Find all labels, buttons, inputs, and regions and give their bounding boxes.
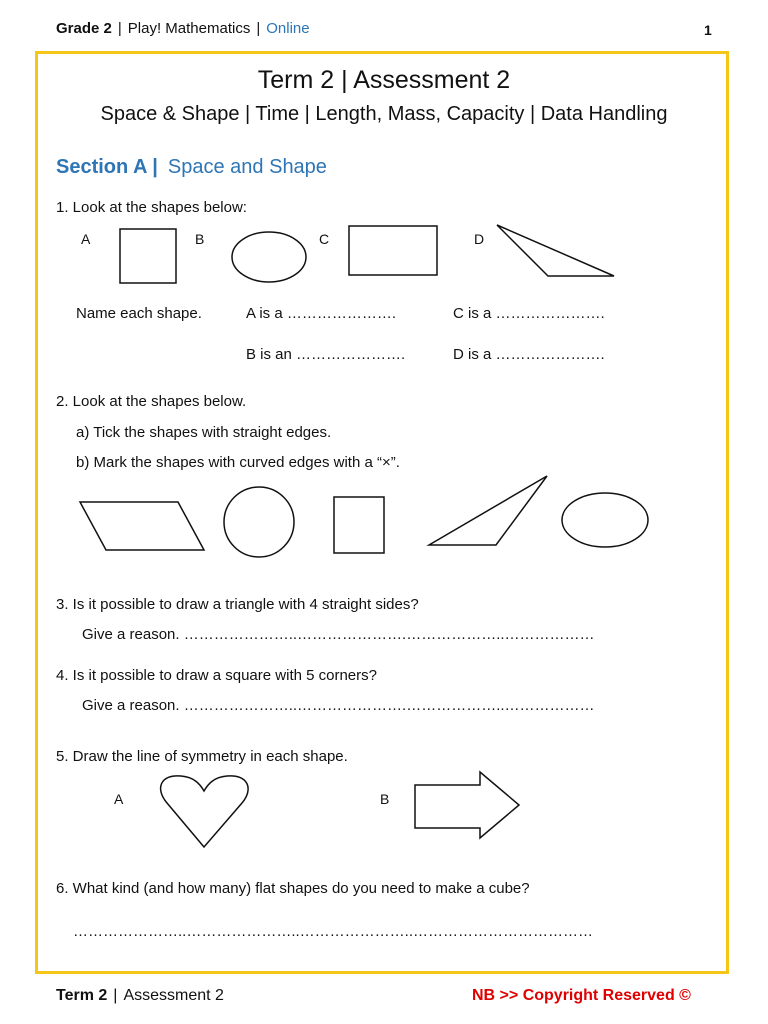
section-title: Space and Shape: [167, 156, 327, 178]
question-5-prompt: 5. Draw the line of symmetry in each shape.: [56, 748, 348, 765]
question-3-prompt: 3. Is it possible to draw a triangle with 4 straight sides?: [56, 596, 419, 613]
course-name: Play! Mathematics: [127, 20, 251, 37]
arrow-shape: [415, 772, 519, 838]
symmetry-label-a: A: [114, 791, 124, 807]
answer-blank-b[interactable]: B is an ………………….: [246, 346, 406, 363]
page-title: Term 2 | Assessment 2: [257, 66, 511, 94]
question-2a: a) Tick the shapes with straight edges.: [76, 424, 332, 441]
page-subtitle: Space & Shape | Time | Length, Mass, Capacity | Data Handling: [100, 103, 668, 125]
question-4-prompt: 4. Is it possible to draw a square with 5 corners?: [56, 667, 377, 684]
footer-separator: |: [113, 987, 118, 1004]
grade-label: Grade 2: [56, 20, 112, 37]
symmetry-label-b: B: [380, 791, 390, 807]
footer-term: Term 2: [56, 987, 108, 1004]
question-6-answer-line[interactable]: …………………..…………………..…………………..………………………………: [73, 923, 594, 940]
question-2b: b) Mark the shapes with curved edges with a “×”.: [76, 454, 400, 471]
shape-label-c: C: [319, 231, 330, 247]
question-3-reason[interactable]: Give a reason. …………………..………………….………………..………………: [82, 626, 595, 643]
name-shape-prompt: Name each shape.: [76, 305, 202, 322]
section-label: Section A |: [56, 156, 158, 178]
header-separator: |: [256, 20, 261, 37]
shape-label-b: B: [195, 231, 205, 247]
answer-blank-d[interactable]: D is a ………………….: [453, 346, 605, 363]
question-6-prompt: 6. What kind (and how many) flat shapes do you need to make a cube?: [56, 880, 530, 897]
page-footer: [56, 987, 224, 1005]
mode-label: Online: [266, 20, 310, 37]
page-number: 1: [704, 22, 712, 38]
heart-shape: [161, 776, 249, 847]
header-separator: |: [117, 20, 122, 37]
shape-label-a: A: [81, 231, 91, 247]
footer-assessment: Assessment 2: [123, 987, 224, 1004]
question-2-prompt: 2. Look at the shapes below.: [56, 393, 247, 410]
question-1-prompt: 1. Look at the shapes below:: [56, 199, 247, 216]
answer-blank-a[interactable]: A is a ………………….: [246, 305, 397, 322]
question-4-reason[interactable]: Give a reason. …………………..………………….………………..………………: [82, 697, 595, 714]
shape-label-d: D: [474, 231, 485, 247]
copyright-notice: NB >> Copyright Reserved ©: [472, 987, 691, 1004]
answer-blank-c[interactable]: C is a ………………….: [453, 305, 605, 322]
